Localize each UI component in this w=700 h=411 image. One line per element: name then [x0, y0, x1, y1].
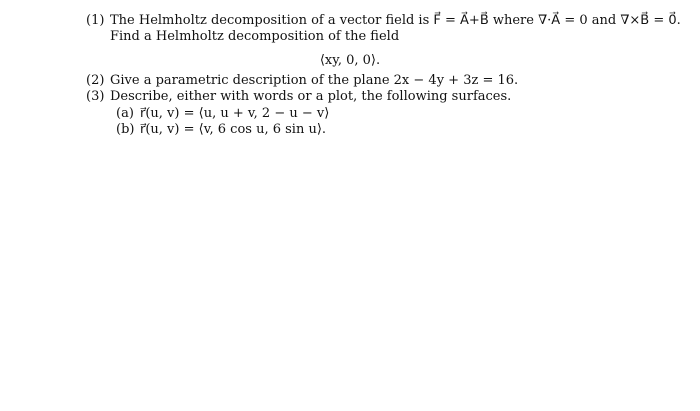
problem-3b-label: (b) [116, 122, 135, 137]
problem-3a-label: (a) [116, 106, 134, 121]
problem-3-number: (3) [86, 89, 105, 104]
problem-3-text: Describe, either with words or a plot, the following surfaces. [110, 89, 512, 104]
problem-3b-text: r⃗(u, v) = ⟨v, 6 cos u, 6 sin u⟩. [140, 122, 327, 137]
problem-1-display-field: ⟨xy, 0, 0⟩. [319, 53, 381, 68]
problem-1-number: (1) [86, 13, 105, 28]
problem-2-text: Give a parametric description of the plane 2x − 4y + 3z = 16. [110, 73, 519, 88]
problem-3a-text: r⃗(u, v) = ⟨u, u + v, 2 − u − v⟩ [140, 106, 330, 121]
problem-2-number: (2) [86, 73, 105, 88]
problem-1-line-1: The Helmholtz decomposition of a vector field is F⃗ = A⃗+B⃗ where ∇·A⃗ = 0 and ∇×B⃗ = 0⃗. [110, 13, 681, 28]
problem-1-line-2: Find a Helmholtz decomposition of the field [110, 29, 400, 44]
